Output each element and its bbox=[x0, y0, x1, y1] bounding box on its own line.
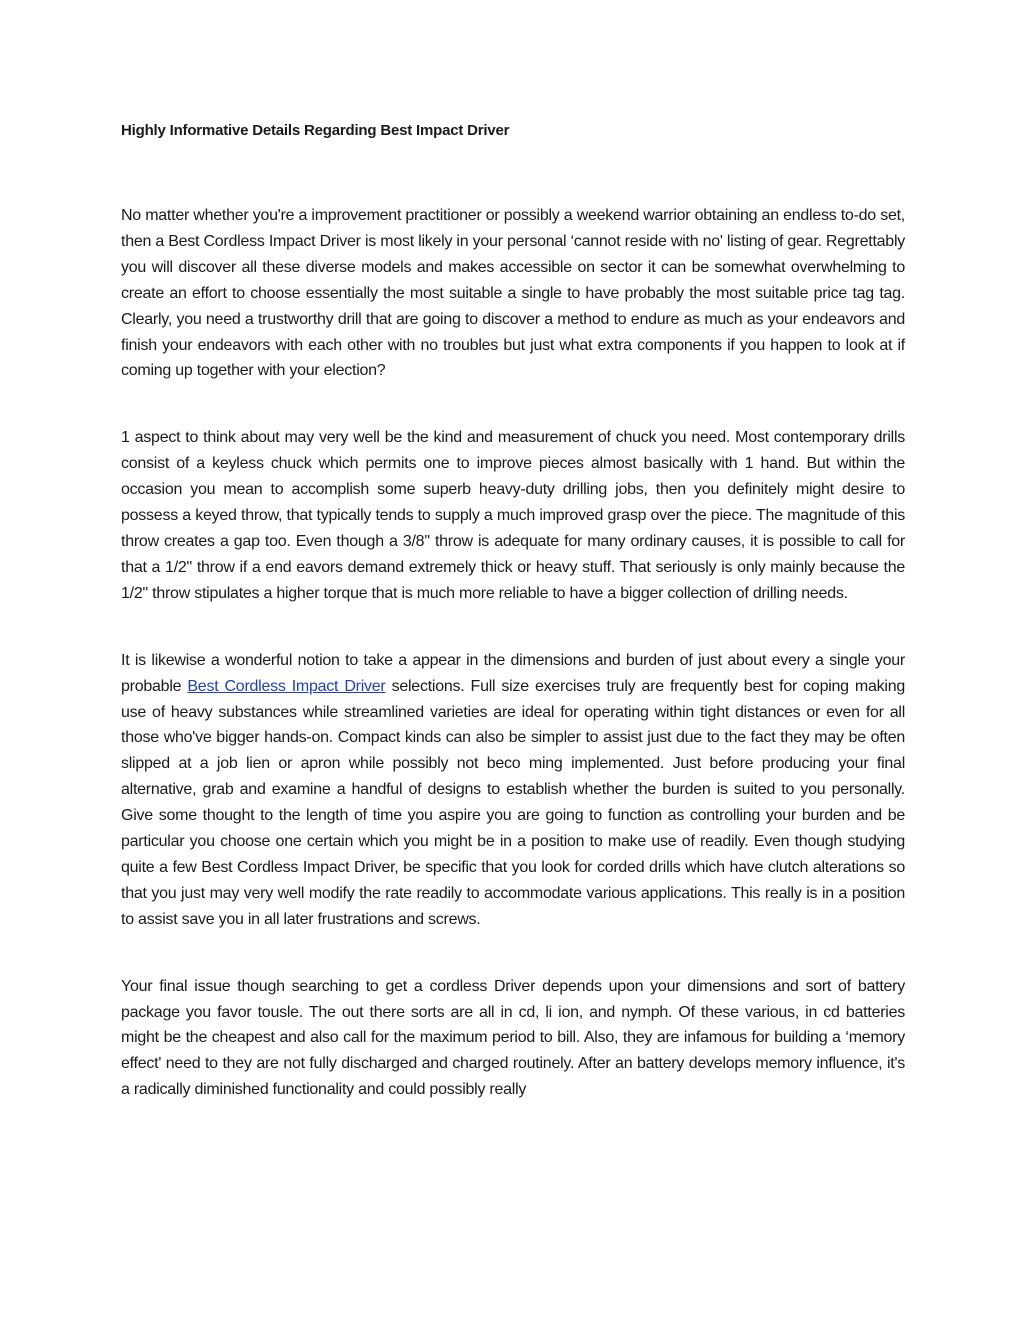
document-title: Highly Informative Details Regarding Best Impact Driver bbox=[121, 122, 510, 139]
paragraph-4: Your final issue though searching to get a cordless Driver depends upon your dimensions and sort of battery package you favor tousle. The out there sorts are all in cd, li ion, and nymph. Of these various, in cd batteries might be the cheapest and also call for the maximum period to bill. Also, they are infamous for building a ‘memory effect' need to they are not fully discharged and charged routinely. After an battery develops memory influence, it's a radically diminished functionality and could possibly really bbox=[121, 977, 905, 1099]
document-page bbox=[121, 120, 905, 1103]
paragraph-3-text-after-link: selections. Full size exercises truly are frequently best for coping making use of heavy substances while streamlined varieties are ideal for operating within tight distances or even for all those who've bigger hands-on. Compact kinds can also be simpler to assist just due to the fact they may be often slipped at a job lien or apron while possibly not beco ming implemented. Just before producing your final alternative, grab and examine a handful of designs to establish whether the burden is suited to you personally. Give some thought to the length of time you aspire you are going to function as controlling your burden and be particular you choose one certain which you might be in a position to make use of readily. Even though studying quite a few Best Cordless Impact Driver, be specific that you look for corded drills which have clutch alterations so that you just may very well modify the rate readily to accommodate various applications. This really is in a position to assist save you in all later frustrations and screws. bbox=[121, 677, 905, 928]
paragraph-3-text-before-link: It is likewise a wonderful notion to take a appear in the dimensions and burden of just about every a single your probable bbox=[121, 651, 905, 695]
paragraph-2: 1 aspect to think about may very well be the kind and measurement of chuck you need. Most contemporary drills consist of a keyless chuck which permits one to improve pieces almost basically with 1 hand. But within the occasion you mean to accomplish some superb heavy-duty drilling jobs, then you definitely might desire to possess a keyed throw, that typically tends to supply a much improved grasp over the piece. The magnitude of this throw creates a gap too. Even though a 3/8" throw is adequate for many ordinary causes, it is possible to call for that a 1/2" throw if a end eavors demand extremely thick or heavy stuff. That seriously is only mainly because the 1/2" throw stipulates a higher torque that is much more reliable to have a bigger collection of drilling needs. bbox=[121, 429, 905, 602]
paragraph-1: No matter whether you're a improvement practitioner or possibly a weekend warrior obtaining an endless to-do set, then a Best Cordless Impact Driver is most likely in your personal ‘cannot reside with no' listing of gear. Regrettably you will discover all these diverse models and makes accessible on sector it can be somewhat overwhelming to create an effort to choose essentially the most suitable a single to have probably the most suitable price tag tag. Clearly, you need a trustworthy drill that are going to discover a method to endure as much as your endeavors and finish your endeavors with each other with no troubles but just what extra components if you happen to look at if coming up together with your election? bbox=[121, 207, 905, 380]
paragraph-3 bbox=[121, 648, 905, 933]
best-cordless-impact-driver-link[interactable]: Best Cordless Impact Driver bbox=[187, 677, 386, 695]
